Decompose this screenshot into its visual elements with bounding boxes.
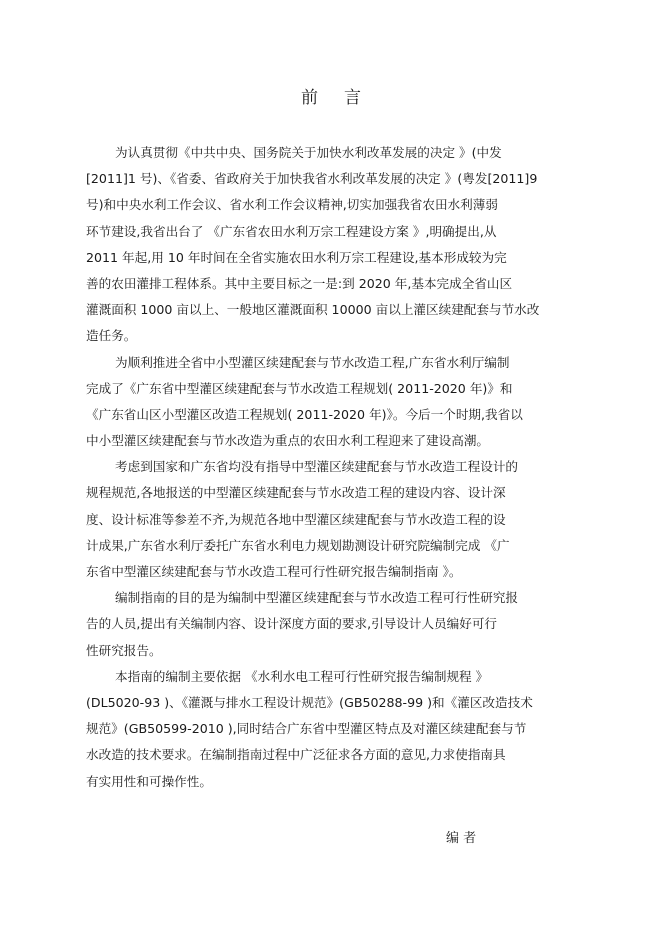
text-line: 号)和中央水利工作会议、省水利工作会议精神,切实加强我省农田水利薄弱 (86, 197, 498, 213)
text-line: 中小型灌区续建配套与节水改造为重点的农田水利工程迎来了建设高潮。 (86, 433, 489, 449)
text-line: [2011]1 号)、《省委、省政府关于加快我省水利改革发展的决定 》(粤发[2011]9 (86, 171, 538, 187)
text-line: 规程规范,各地报送的中型灌区续建配套与节水改造工程的建设内容、设计深 (86, 485, 506, 501)
document-body (86, 140, 558, 795)
text-line: 造任务。 (86, 328, 137, 344)
text-line: 计成果,广东省水利厅委托广东省水利电力规划勘测设计研究院编制完成 《广 (86, 537, 510, 553)
text-line: 编制指南的目的是为编制中型灌区续建配套与节水改造工程可行性研究报 (115, 590, 518, 606)
text-line: 度、设计标准等参差不齐,为规范各地中型灌区续建配套与节水改造工程的设 (86, 511, 506, 527)
text-line: 灌溉面积 1000 亩以上、一般地区灌溉面积 10000 亩以上灌区续建配套与节水改 (86, 302, 540, 318)
text-line: 东省中型灌区续建配套与节水改造工程可行性研究报告编制指南 》。 (86, 564, 462, 579)
text-line: (DL5020-93 )、《灌溉与排水工程设计规范》(GB50288-99 )和《灌区改造技术 (86, 694, 533, 710)
signature: 编 者 (446, 831, 477, 846)
text-line: 2011 年起,用 10 年时间在全省实施农田水利万宗工程建设,基本形成较为完 (86, 249, 507, 265)
text-line: 考虑到国家和广东省均没有指导中型灌区续建配套与节水改造工程设计的 (115, 459, 518, 475)
text-line: 本指南的编制主要依据 《水利水电工程可行性研究报告编制规程 》 (115, 668, 489, 684)
text-line: 《广东省山区小型灌区改造工程规划( 2011-2020 年)》。今后一个时期,我省以 (86, 406, 523, 422)
text-line: 为认真贯彻《中共中央、国务院关于加快水利改革发展的决定 》(中发 (115, 145, 502, 160)
title-char-2: 言 (344, 88, 361, 108)
page-title (0, 86, 662, 110)
text-line: 规范》(GB50599-2010 ),同时结合广东省中型灌区特点及对灌区续建配套与节 (86, 721, 527, 737)
text-line: 完成了《广东省中型灌区续建配套与节水改造工程规划( 2011-2020 年)》和 (86, 380, 513, 396)
text-line: 水改造的技术要求。在编制指南过程中广泛征求各方面的意见,力求使指南具 (86, 747, 506, 763)
text-line: 善的农田灌排工程体系。其中主要目标之一是:到 2020 年,基本完成全省山区 (86, 275, 513, 291)
title-char-1: 前 (301, 88, 318, 108)
text-line: 告的人员,提出有关编制内容、设计深度方面的要求,引导设计人员编好可行 (86, 616, 498, 632)
text-line: 环节建设,我省出台了 《广东省农田水利万宗工程建设方案 》,明确提出,从 (86, 223, 497, 239)
text-line: 有实用性和可操作性。 (86, 773, 212, 789)
text-line: 性研究报告。 (86, 642, 162, 658)
text-line: 为顺利推进全省中小型灌区续建配套与节水改造工程,广东省水利厅编制 (115, 354, 510, 370)
